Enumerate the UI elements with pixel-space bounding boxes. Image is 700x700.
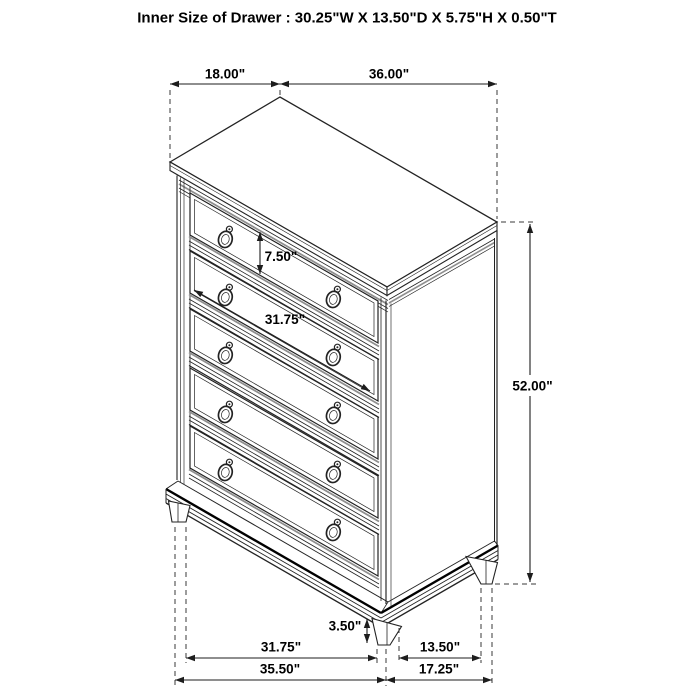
dim-label-top-depth: 18.00" bbox=[204, 66, 246, 82]
dim-label-top-width: 36.00" bbox=[368, 66, 410, 82]
dimension-base-inner-width bbox=[186, 640, 377, 662]
leg-front-left bbox=[169, 501, 191, 522]
dim-label-base-inner-depth: 13.50" bbox=[419, 639, 461, 655]
page-title: Inner Size of Drawer : 30.25"W X 13.50"D X 5.75"H X 0.50"T bbox=[137, 9, 557, 27]
dimension-overall-height bbox=[506, 224, 559, 582]
dim-label-base-overall-depth: 17.25" bbox=[418, 661, 460, 677]
dim-label-base-overall-width: 35.50" bbox=[259, 661, 301, 677]
dim-label-drawer-height: 7.50" bbox=[264, 249, 298, 264]
dimension-top-width bbox=[280, 67, 497, 88]
dimension-base-overall-width bbox=[175, 662, 386, 684]
leg-front-center bbox=[372, 619, 402, 646]
dim-label-leg-height: 3.50" bbox=[328, 618, 362, 634]
dimension-leg-height bbox=[329, 619, 371, 644]
dim-label-overall-height: 52.00" bbox=[512, 378, 553, 394]
dimension-base-inner-depth bbox=[399, 640, 481, 662]
dim-label-drawer-width: 31.75" bbox=[264, 312, 306, 327]
chest-drawing bbox=[166, 97, 498, 645]
dim-label-base-inner-width: 31.75" bbox=[260, 639, 302, 655]
dimension-base-overall-depth bbox=[386, 662, 492, 684]
dimension-top-depth bbox=[170, 67, 280, 88]
